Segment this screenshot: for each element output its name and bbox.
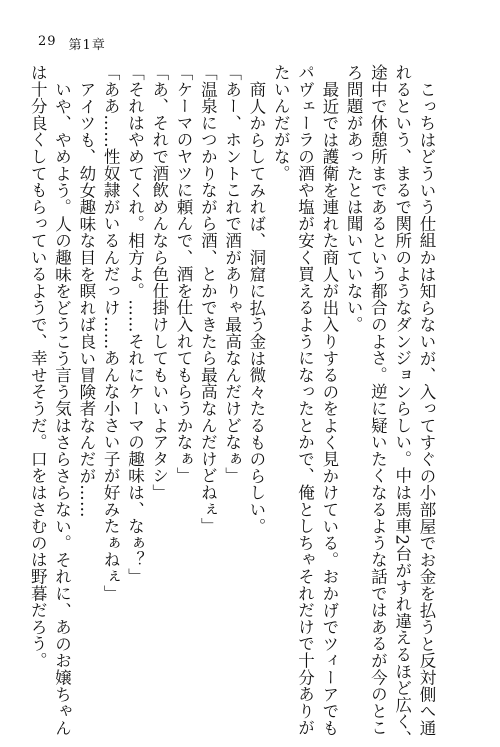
text-line: 商人からしてみれば、洞窟に払う金は微々たるものらしい。 — [246, 80, 266, 535]
dialogue-line: 「それはやめてくれ。相方よ。……それにケーマの趣味は、なぁ？」 — [125, 64, 145, 585]
dialogue-line: 「ああ……性奴隷がいるんだっけ……あんな小さい子が好みたぁねぇ」 — [101, 64, 121, 602]
dialogue-line: 「あー、ホントこれで酒がありゃ最高なんだけどなぁ」 — [222, 64, 242, 484]
text-line: こっちはどういう仕組かは知らないが、入ってすぐの小部屋でお金を払うと反対側へ通 — [417, 80, 436, 736]
dialogue-line: 「温泉につかりながら酒、とかできたら最高なんだけどねぇ」 — [198, 64, 218, 535]
page-number: 29 — [38, 34, 57, 49]
text-line: 最近では護衛を連れた商人が出入りするのをよく見かけている。おかげでツィーアでも — [319, 80, 339, 736]
text-line: いや、やめよう。人の趣味をどうこう言う気はさらさらない。それに、あのお嬢ちゃん — [52, 80, 72, 736]
vertical-text-body — [28, 64, 438, 747]
dialogue-line: 「あ、それで酒飲めんなら色仕掛けしてもいいよアタシ」 — [149, 64, 169, 501]
page-header — [38, 34, 106, 53]
text-line: パヴェーラの酒や塩が安く買えるようになったとかで、俺としちゃそれだけで十分ありが — [295, 64, 315, 736]
chapter-label: 第1章 — [68, 38, 106, 53]
text-line: たいんだがな。 — [271, 64, 291, 182]
dialogue-line: 「ケーマのヤツに頼んで、酒を仕入れてもらうかなぁ」 — [174, 64, 194, 484]
text-line: れるという、まるで関所のようなダンジョンらしい。中は馬車2台がすれ違えるほど広く、 — [392, 64, 412, 747]
text-line: ろ問題があったとは聞いていない。 — [344, 64, 364, 333]
text-line: 途中で休憩所まであるという都合のよさ。逆に疑いたくなるような話ではあるが今のとこ — [368, 64, 388, 736]
text-line: は十分良くしてもらっているようで、幸せそうだ。口をはさむのは野暮だろう。 — [28, 64, 48, 669]
text-line: アイツも、幼女趣味な目を瞑れば良い冒険者なんだが…… — [76, 80, 96, 518]
